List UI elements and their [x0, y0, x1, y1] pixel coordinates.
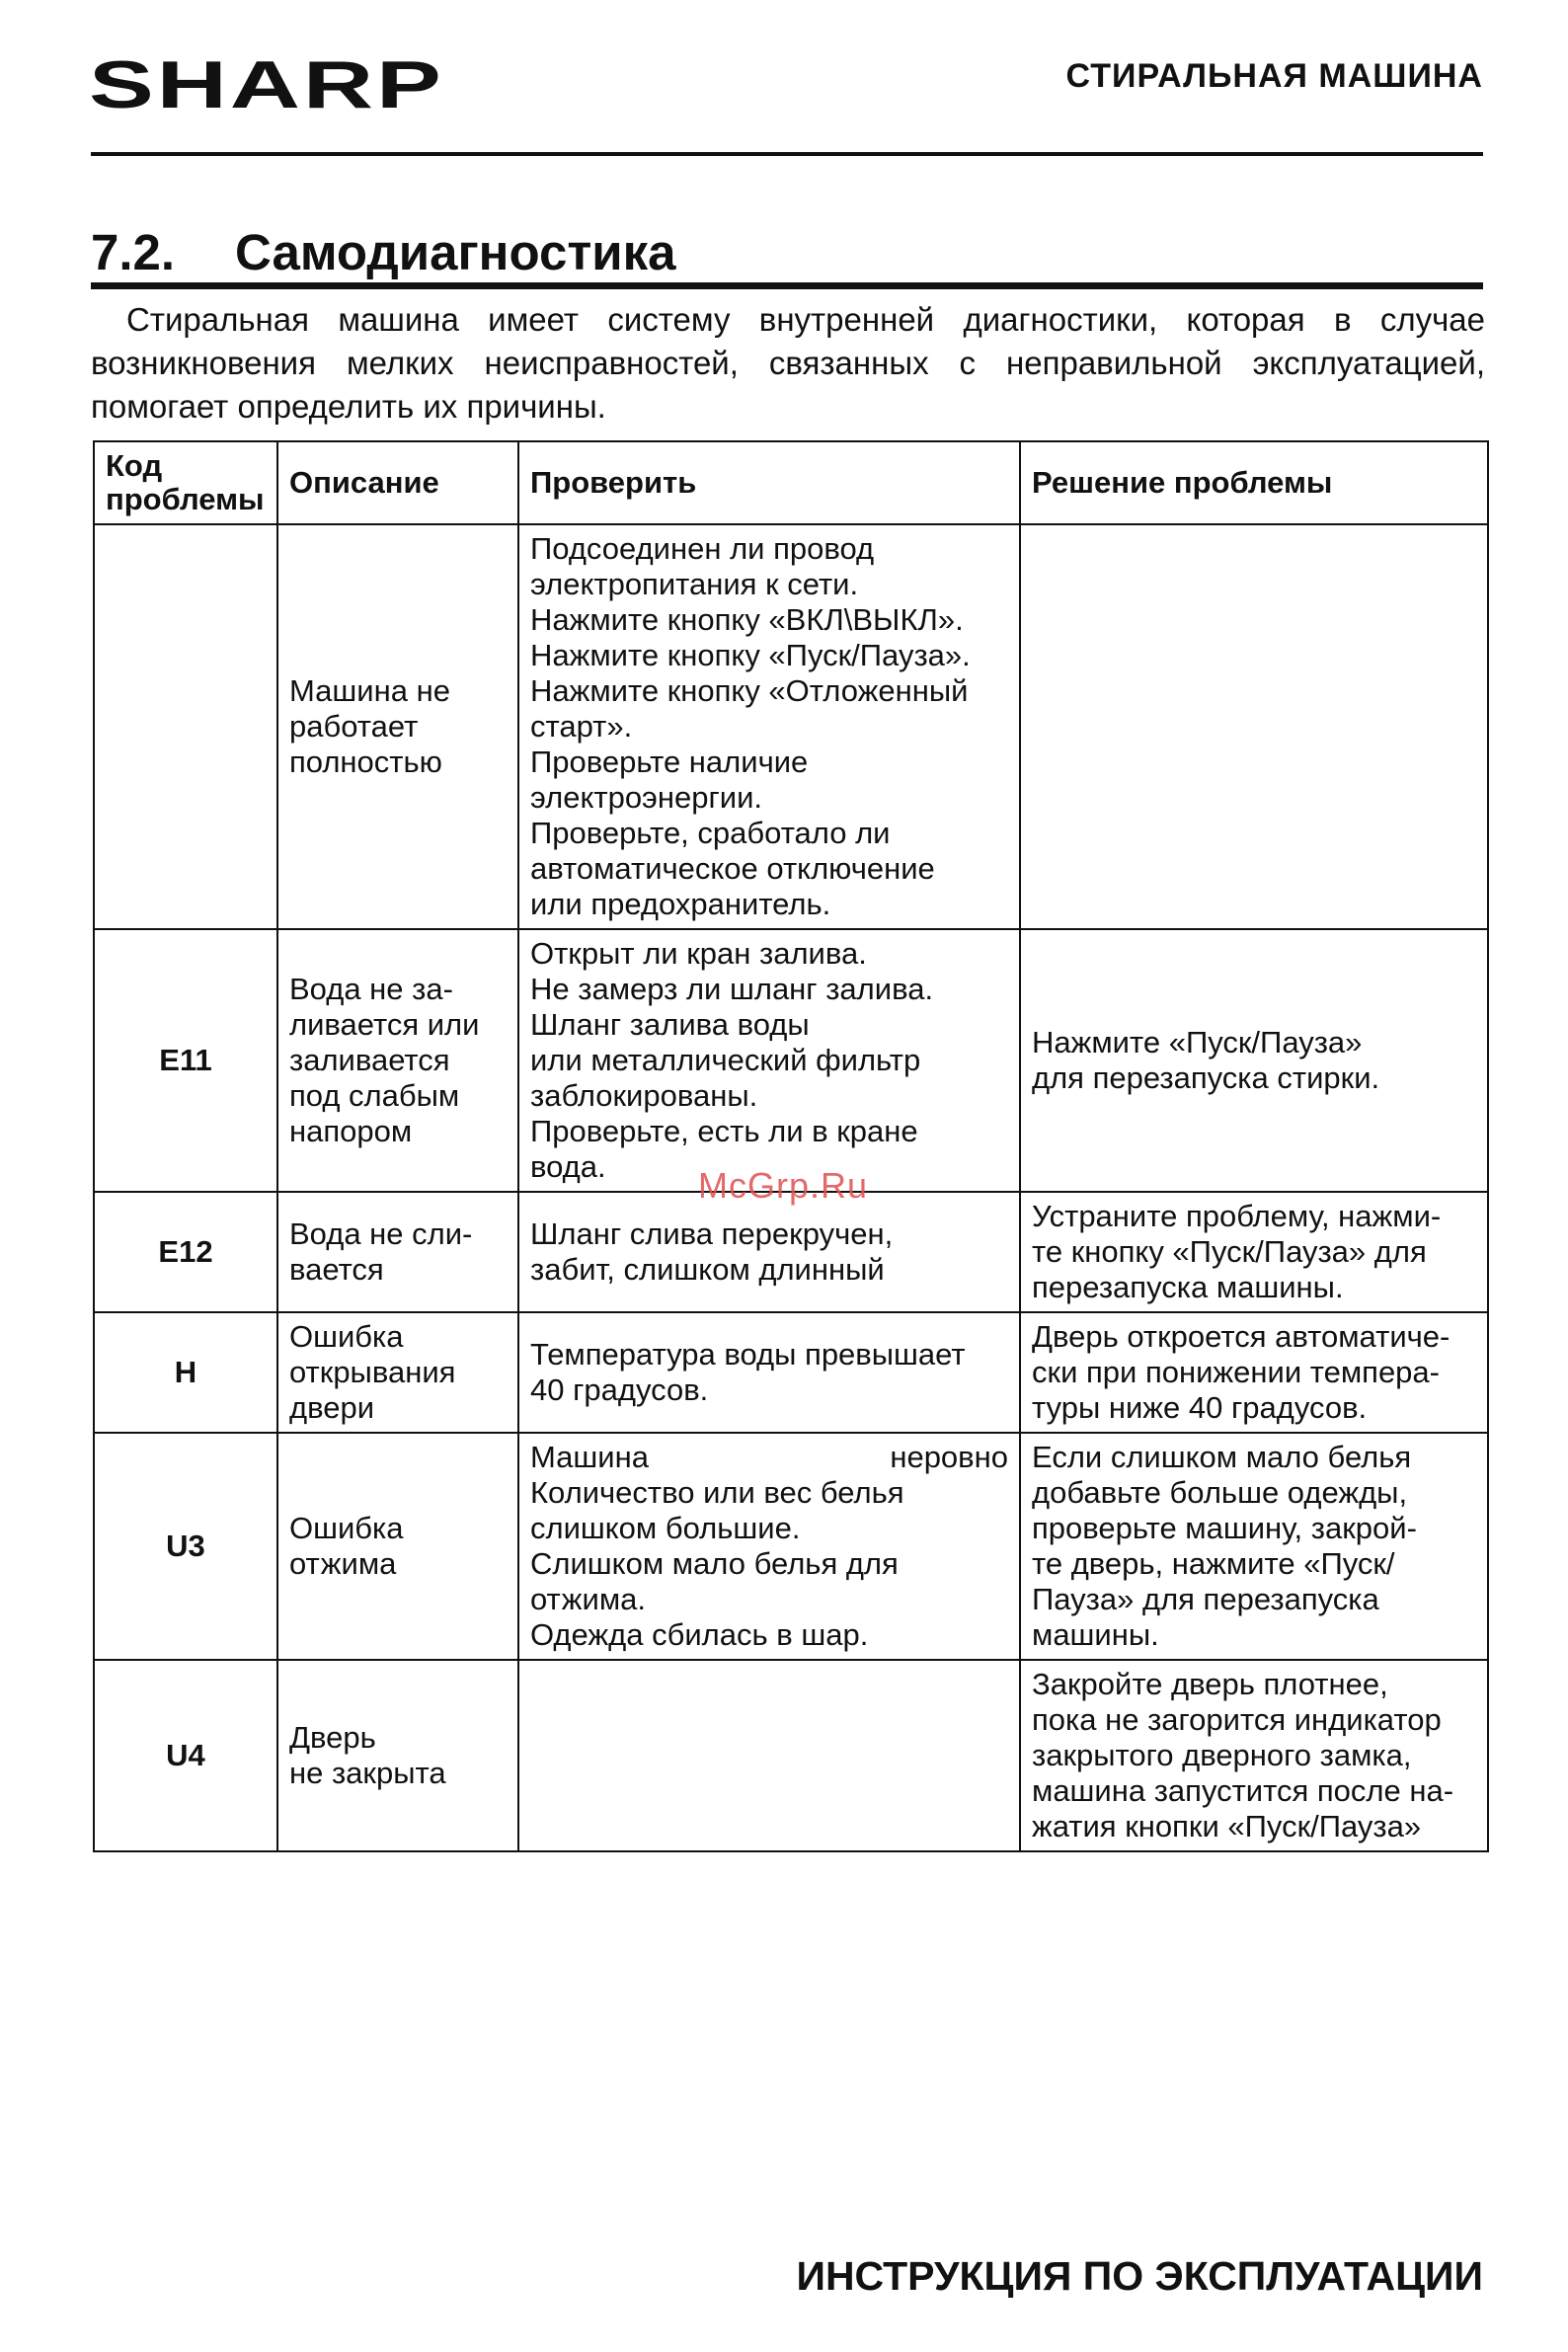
header-title: СТИРАЛЬНАЯ МАШИНА	[1065, 57, 1483, 95]
header-divider	[91, 152, 1483, 156]
cell-description: Дверь не закрыта	[277, 1660, 518, 1851]
intro-paragraph	[91, 298, 1485, 429]
table-row	[94, 1192, 1488, 1312]
sharp-logo: SHARP	[89, 47, 444, 122]
table-row	[94, 929, 1488, 1192]
cell-description: Вода не сли- вается	[277, 1192, 518, 1312]
cell-code: H	[94, 1312, 277, 1433]
cell-check: Температура воды превышает 40 градусов.	[518, 1312, 1020, 1433]
cell-description: Ошибка отжима	[277, 1433, 518, 1660]
section-number: 7.2.	[91, 224, 176, 280]
diagnostics-table	[93, 440, 1489, 1852]
cell-check	[518, 1660, 1020, 1851]
table-row	[94, 524, 1488, 929]
table-row	[94, 1312, 1488, 1433]
cell-description: Машина не работает полностью	[277, 524, 518, 929]
cell-code: E12	[94, 1192, 277, 1312]
cell-solution: Нажмите «Пуск/Пауза» для перезапуска стирки.	[1020, 929, 1488, 1192]
header-solution: Решение проблемы	[1020, 441, 1488, 524]
header-check: Проверить	[518, 441, 1020, 524]
footer-title: ИНСТРУКЦИЯ ПО ЭКСПЛУАТАЦИИ	[796, 2253, 1483, 2299]
table-row	[94, 1660, 1488, 1851]
cell-code: E11	[94, 929, 277, 1192]
section-title: Самодиагностика	[235, 224, 676, 280]
cell-description: Вода не за- ливается или заливается под слабым напором	[277, 929, 518, 1192]
check-word: Машина	[530, 1440, 649, 1474]
cell-check	[518, 1433, 1020, 1660]
watermark: McGrp.Ru	[698, 1165, 869, 1206]
cell-check: Открыт ли кран залива. Не замерз ли шланг залива. Шланг залива воды или металлический фильтр заблокированы. Проверьте, есть ли в кране вода.	[518, 929, 1020, 1192]
table-header-row	[94, 441, 1488, 524]
header-description: Описание	[277, 441, 518, 524]
table-row	[94, 1433, 1488, 1660]
cell-check: Шланг слива перекручен, забит, слишком длинный	[518, 1192, 1020, 1312]
cell-solution	[1020, 524, 1488, 929]
check-rest: Количество или вес белья слишком большие. Слишком мало белья для отжима. Одежда сбилась в шар.	[530, 1475, 904, 1652]
cell-code: U4	[94, 1660, 277, 1851]
cell-solution: Устраните проблему, нажми- те кнопку «Пуск/Пауза» для перезапуска машины.	[1020, 1192, 1488, 1312]
cell-check: Подсоединен ли провод электропитания к сети. Нажмите кнопку «ВКЛ\ВЫКЛ». Нажмите кнопку «Пуск/Пауза». Нажмите кнопку «Отложенный старт». Проверьте наличие электроэнергии. Проверьте, сработало ли автоматическое отключение или предохранитель.	[518, 524, 1020, 929]
cell-solution: Дверь откроется автоматиче- ски при понижении темпера- туры ниже 40 градусов.	[1020, 1312, 1488, 1433]
cell-solution: Закройте дверь плотнее, пока не загорится индикатор закрытого дверного замка, машина запустится после на- жатия кнопки «Пуск/Пауза»	[1020, 1660, 1488, 1851]
header-code: Код проблемы	[94, 441, 277, 524]
cell-code: U3	[94, 1433, 277, 1660]
check-first-line	[530, 1440, 1008, 1475]
intro-text: Стиральная машина имеет систему внутренней диагностики, которая в случае возникновения мелких неисправностей, связанных с неправильной эксплуатацией, помогает определить их причины.	[91, 301, 1485, 425]
cell-description: Ошибка открывания двери	[277, 1312, 518, 1433]
cell-solution: Если слишком мало белья добавьте больше одежды, проверьте машину, закрой- те дверь, нажмите «Пуск/ Пауза» для перезапуска машины.	[1020, 1433, 1488, 1660]
cell-code	[94, 524, 277, 929]
section-heading	[91, 225, 1483, 289]
check-word: неровно	[890, 1440, 1008, 1474]
